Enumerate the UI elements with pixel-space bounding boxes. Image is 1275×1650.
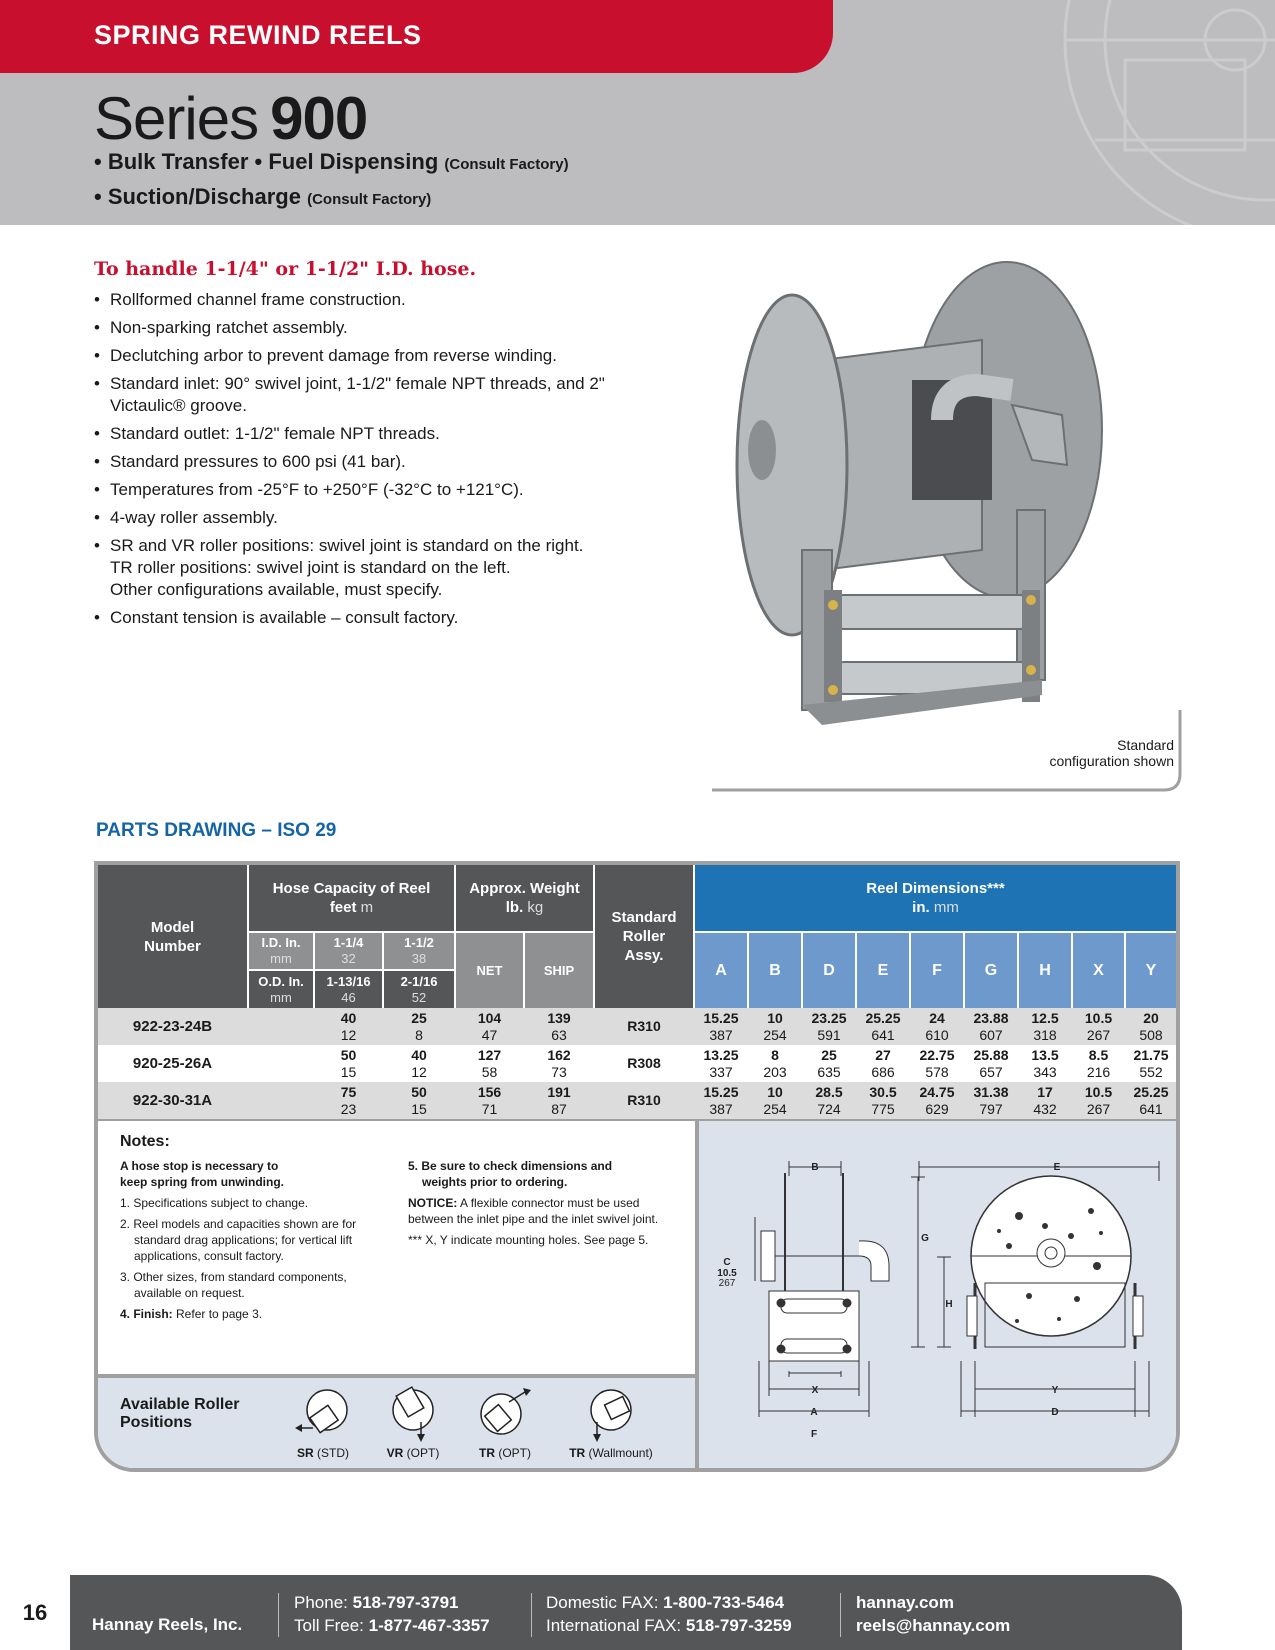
dim-label-a: A [810, 1407, 818, 1418]
roller-sr-icon [293, 1386, 353, 1444]
dim-f [911, 1082, 963, 1119]
dim-value-in: 15.25 [703, 1084, 739, 1100]
feature-text: SR and VR roller positions: swivel joint is standard on the right. [110, 536, 584, 555]
email-link[interactable]: reels@hannay.com [856, 1616, 1011, 1635]
dim-g [965, 1045, 1017, 1082]
id-size-1 [315, 933, 382, 969]
dim-header-x: X [1073, 933, 1124, 1008]
feature-item: • Declutching arbor to prevent damage from reverse winding. [94, 345, 654, 367]
weight-net [456, 1008, 523, 1045]
company-name: Hannay Reels, Inc. [92, 1615, 243, 1634]
technical-drawing [699, 1121, 1176, 1472]
header-roller-label: Standard Roller Assy. [611, 909, 677, 964]
dim-value-in: 8 [771, 1047, 779, 1063]
dim-y [1126, 1082, 1176, 1119]
feature-item: • Standard inlet: 90° swivel joint, 1-1/2" female NPT threads, and 2" Victaulic® groove. [94, 373, 654, 417]
dim-value-mm: 657 [979, 1064, 1003, 1080]
application-line-2: • Suction/Discharge [94, 184, 301, 209]
roller-positions-panel [98, 1374, 699, 1472]
weight-ship [525, 1082, 593, 1119]
dim-e [857, 1045, 909, 1082]
dim-value-in: 24.75 [919, 1084, 955, 1100]
id-size-1-in: 1-1/4 [333, 935, 364, 950]
dim-value-in: 10 [767, 1084, 783, 1100]
dim-value-mm: 267 [1086, 1101, 1111, 1117]
dim-value-in: 10.5 [1084, 1010, 1113, 1026]
weight-ship [525, 1008, 593, 1045]
dim-value-mm: 203 [763, 1064, 787, 1080]
series-title [94, 84, 367, 153]
dim-label-c-in: 10.5 [717, 1268, 737, 1279]
dim-value-mm: 387 [709, 1027, 733, 1043]
dim-x [1073, 1008, 1124, 1045]
dim-value-mm: 641 [1139, 1101, 1163, 1117]
note-4 [120, 1306, 360, 1322]
dim-e [857, 1008, 909, 1045]
footer-divider [840, 1593, 841, 1637]
dim-a [695, 1045, 747, 1082]
dim-value-in: 25.25 [1133, 1084, 1169, 1100]
dim-header-g: G [965, 933, 1017, 1008]
notice [408, 1195, 688, 1227]
dim-value-in: 25 [821, 1047, 837, 1063]
dim-value-mm: 387 [709, 1101, 733, 1117]
weight-net-lb: 127 [477, 1047, 502, 1063]
dim-value-mm: 267 [1086, 1027, 1111, 1043]
dim-b [749, 1082, 801, 1119]
od-size-2-mm: 52 [411, 989, 427, 1005]
dim-h [1019, 1045, 1071, 1082]
weight-ship-kg: 73 [551, 1064, 567, 1080]
capacity-2-m: 12 [411, 1064, 427, 1080]
application-bullets [94, 146, 569, 216]
model-number: 922-30-31A [132, 1092, 213, 1109]
roller-vr-icon [383, 1386, 443, 1444]
category-tab [0, 0, 833, 73]
dim-f [911, 1045, 963, 1082]
footer-web [856, 1591, 1010, 1637]
dim-value-mm: 775 [871, 1101, 895, 1117]
header-dims-units [912, 898, 959, 917]
dim-value-mm: 508 [1139, 1027, 1163, 1043]
dim-header-b: B [749, 933, 801, 1008]
roller-tr-icon [475, 1386, 535, 1444]
model-number: 922-23-24B [132, 1018, 213, 1035]
weight-net-kg: 47 [481, 1027, 498, 1043]
header-approx-weight [456, 865, 593, 931]
hose-reel-image [712, 250, 1182, 793]
capacity-1-ft: 75 [340, 1084, 357, 1100]
photo-caption [1049, 737, 1174, 769]
roller-sr-note: (STD) [317, 1446, 349, 1460]
dim-value-mm: 343 [1033, 1064, 1057, 1080]
feature-item: • Temperatures from -25°F to +250°F (-32°C to +121°C). [94, 479, 654, 501]
phone-label: Phone: [294, 1593, 348, 1612]
note-3: 3. Other sizes, from standard components, available on request. [120, 1270, 347, 1300]
od-size-1 [315, 971, 382, 1008]
dim-value-mm: 318 [1033, 1027, 1057, 1043]
table-row [98, 1045, 1176, 1082]
parts-drawing-heading: PARTS DRAWING – ISO 29 [96, 820, 337, 841]
roller-assembly: R310 [627, 1092, 661, 1108]
note-4-label: 4. Finish: [120, 1307, 173, 1321]
capacity-2-ft: 50 [411, 1084, 427, 1100]
weight-ship-lb: 162 [547, 1047, 571, 1063]
od-label: O.D. In. [258, 973, 304, 989]
feature-text: Other configurations available, must specify. [110, 580, 443, 599]
footer-divider [531, 1593, 532, 1637]
dim-header-f: F [911, 933, 963, 1008]
roller-assembly: R310 [627, 1018, 661, 1034]
dim-d [803, 1008, 855, 1045]
dim-value-in: 27 [875, 1047, 891, 1063]
dim-label-e: E [1053, 1162, 1061, 1173]
page-number: 16 [0, 1575, 70, 1650]
header-weight-label: Approx. Weight [469, 880, 580, 897]
dim-label-f: F [810, 1429, 818, 1440]
feature-item: • Non-sparking ratchet assembly. [94, 317, 654, 339]
roller-position-sr [278, 1386, 368, 1468]
footer-divider [278, 1593, 279, 1637]
note-4-text: Refer to page 3. [176, 1307, 263, 1321]
dim-value-in: 10 [767, 1010, 783, 1026]
capacity-2 [384, 1008, 454, 1045]
capacity-1 [315, 1082, 382, 1119]
capacity-1 [315, 1045, 382, 1082]
dim-b [749, 1008, 801, 1045]
tollfree-label: Toll Free: [294, 1616, 364, 1635]
feature-item: • Standard outlet: 1-1/2" female NPT threads. [94, 423, 654, 445]
dim-y [1126, 1045, 1176, 1082]
dim-value-mm: 686 [871, 1064, 895, 1080]
header-hose-capacity [249, 865, 454, 931]
header-weight-units-lb: lb. [505, 899, 524, 916]
dim-header-h: H [1019, 933, 1071, 1008]
roller-positions-title: Available Roller Positions [120, 1396, 240, 1431]
dim-value-in: 21.75 [1133, 1047, 1169, 1063]
dim-h [1019, 1008, 1071, 1045]
dim-value-mm: 552 [1139, 1064, 1163, 1080]
dim-value-mm: 432 [1033, 1101, 1057, 1117]
capacity-1-m: 12 [340, 1027, 357, 1043]
od-mm: mm [270, 989, 292, 1005]
weight-ship-kg: 87 [551, 1101, 567, 1117]
reel-dimension-drawing [699, 1121, 1176, 1472]
roller-trw-note: (Wallmount) [588, 1446, 653, 1460]
feature-item: • Rollformed channel frame construction. [94, 289, 654, 311]
dim-e [857, 1082, 909, 1119]
dim-value-in: 22.75 [919, 1047, 955, 1063]
dim-value-mm: 629 [925, 1101, 949, 1117]
od-size-2-in: 2-1/16 [400, 973, 438, 989]
dim-label-x: X [811, 1385, 819, 1396]
dim-label-b: B [811, 1162, 819, 1173]
od-size-2 [384, 971, 454, 1008]
photo-caption-line-2: configuration shown [1049, 753, 1174, 769]
dim-value-in: 17 [1037, 1084, 1053, 1100]
dim-value-in: 13.5 [1031, 1047, 1059, 1063]
notice-text: A flexible connector must be used between the inlet pipe and the inlet swivel joint. [408, 1196, 659, 1226]
dim-b [749, 1045, 801, 1082]
dim-header-e: E [857, 933, 909, 1008]
dim-value-mm: 216 [1086, 1064, 1111, 1080]
footer-phones [294, 1591, 490, 1637]
dim-value-in: 23.25 [811, 1010, 847, 1026]
note-hose-stop: A hose stop is necessary to keep spring from unwinding. [120, 1159, 285, 1189]
note-1: 1. Specifications subject to change. [120, 1196, 309, 1210]
notice-label: NOTICE: [408, 1196, 458, 1210]
id-label: I.D. In. [261, 935, 301, 950]
capacity-1-ft: 50 [340, 1047, 357, 1063]
capacity-2-m: 15 [411, 1101, 427, 1117]
dim-value-in: 24 [929, 1010, 945, 1026]
dim-value-mm: 635 [817, 1064, 841, 1080]
id-size-1-mm: 32 [341, 951, 356, 966]
dim-g [965, 1008, 1017, 1045]
dim-a [695, 1008, 747, 1045]
dim-value-in: 25.25 [865, 1010, 901, 1026]
dim-value-in: 23.88 [973, 1010, 1009, 1026]
dim-d [803, 1082, 855, 1119]
application-line-1: • Bulk Transfer • Fuel Dispensing [94, 149, 439, 174]
features-list [94, 289, 654, 635]
dim-header-y: Y [1126, 933, 1176, 1008]
weight-ship [525, 1045, 593, 1082]
dim-header-d: D [803, 933, 855, 1008]
weight-net-kg: 71 [481, 1101, 498, 1117]
capacity-2-ft: 25 [411, 1010, 427, 1026]
roller-assembly: R308 [627, 1055, 661, 1071]
note-2: 2. Reel models and capacities shown are for standard drag applications; for vertical lift applications, consult factory. [120, 1217, 357, 1263]
dim-y [1126, 1008, 1176, 1045]
roller-vr-note: (OPT) [406, 1446, 440, 1460]
roller-trw-code: TR [569, 1446, 586, 1460]
page-header [0, 0, 1275, 225]
header-standard-roller [595, 865, 693, 1008]
phone-number[interactable]: 518-797-3791 [352, 1593, 459, 1612]
dim-value-in: 8.5 [1088, 1047, 1109, 1063]
product-photo-frame [712, 250, 1182, 793]
note-5: 5. Be sure to check dimensions and weights prior to ordering. [408, 1159, 613, 1189]
weight-ship-lb: 191 [547, 1084, 571, 1100]
roller-sr-label [278, 1446, 368, 1460]
id-size-2-in: 1-1/2 [404, 935, 434, 950]
dim-value-mm: 578 [925, 1064, 949, 1080]
dim-value-in: 15.25 [703, 1010, 739, 1026]
international-fax-label: International FAX: [546, 1616, 682, 1635]
header-model-label: Model Number [144, 918, 201, 955]
capacity-2-m: 8 [415, 1027, 423, 1043]
page-footer [0, 1575, 1182, 1650]
dim-label-g: G [921, 1233, 929, 1244]
roller-sr-code: SR [296, 1446, 314, 1460]
dim-d [803, 1045, 855, 1082]
header-hose-units-ft: feet [329, 899, 357, 916]
header-weight-units [506, 898, 544, 917]
roller-tr-label [460, 1446, 550, 1460]
dim-label-h: H [945, 1299, 953, 1310]
dim-header-a: A [695, 933, 747, 1008]
header-ship: SHIP [525, 933, 593, 1008]
table-row [98, 1008, 1176, 1045]
dim-value-in: 20 [1143, 1010, 1159, 1026]
dim-value-in: 31.38 [973, 1084, 1009, 1100]
capacity-2-ft: 40 [411, 1047, 427, 1063]
dim-h [1019, 1082, 1071, 1119]
notes-column-2 [408, 1158, 688, 1253]
series-number: 900 [270, 85, 368, 152]
roller-position-vr [368, 1386, 458, 1468]
dim-value-mm: 610 [925, 1027, 949, 1043]
capacity-2 [384, 1082, 454, 1119]
od-label-cell [249, 971, 313, 1008]
roller-position-tr-wallmount [556, 1386, 666, 1468]
specifications-table [94, 861, 1180, 1472]
weight-ship-lb: 139 [547, 1010, 571, 1026]
category-label: SPRING REWIND REELS [94, 20, 422, 50]
international-fax-number: 518-797-3259 [685, 1616, 792, 1635]
header-dims-label: Reel Dimensions*** [866, 880, 1005, 897]
weight-net [456, 1082, 523, 1119]
dim-value-in: 30.5 [869, 1084, 897, 1100]
weight-ship-kg: 63 [551, 1027, 567, 1043]
header-weight-units-kg: kg [527, 899, 544, 916]
roller-tr-code: TR [478, 1446, 495, 1460]
series-word: Series [94, 85, 259, 152]
header-dims-units-mm: mm [933, 899, 959, 916]
photo-caption-line-1: Standard [1117, 737, 1174, 753]
header-hose-units-m: m [360, 899, 374, 916]
reel-watermark-icon [795, 0, 1275, 225]
notes-panel [98, 1121, 699, 1374]
dim-label-d: D [1051, 1407, 1059, 1418]
roller-tr-wallmount-icon [581, 1386, 641, 1444]
dim-value-in: 13.25 [703, 1047, 739, 1063]
domestic-fax-label: Domestic FAX: [546, 1593, 659, 1612]
dim-label-c: C [723, 1257, 731, 1268]
dim-value-mm: 724 [817, 1101, 841, 1117]
notes-title: Notes: [120, 1133, 170, 1150]
dim-value-in: 25.88 [973, 1047, 1009, 1063]
od-size-1-mm: 46 [341, 989, 356, 1005]
id-size-2-mm: 38 [411, 951, 427, 966]
dim-value-in: 28.5 [815, 1084, 843, 1100]
capacity-1-ft: 40 [340, 1010, 357, 1026]
capacity-2 [384, 1045, 454, 1082]
dim-value-mm: 337 [709, 1064, 733, 1080]
roller-trw-label [556, 1446, 666, 1460]
weight-net-lb: 104 [477, 1010, 502, 1026]
id-mm: mm [270, 951, 292, 966]
note-xy: *** X, Y indicate mounting holes. See page 5. [408, 1233, 649, 1247]
model-number: 920-25-26A [132, 1055, 213, 1072]
application-note-1: (Consult Factory) [444, 156, 569, 173]
header-reel-dimensions [695, 865, 1176, 931]
roller-vr-code: VR [386, 1446, 404, 1460]
tollfree-number[interactable]: 1-877-467-3357 [368, 1616, 490, 1635]
dim-x [1073, 1082, 1124, 1119]
feature-text: TR roller positions: swivel joint is standard on the left. [110, 558, 511, 577]
dim-value-mm: 797 [979, 1101, 1003, 1117]
dim-value-mm: 641 [871, 1027, 895, 1043]
header-dims-units-in: in. [912, 899, 930, 916]
weight-net-kg: 58 [481, 1064, 498, 1080]
od-size-1-in: 1-13/16 [326, 973, 371, 989]
feature-item [94, 535, 654, 601]
roller-tr-note: (OPT) [498, 1446, 531, 1460]
dim-a [695, 1082, 747, 1119]
capacity-1-m: 23 [340, 1101, 357, 1117]
header-hose-units [330, 898, 373, 917]
weight-net-lb: 156 [477, 1084, 502, 1100]
website-link[interactable]: hannay.com [856, 1593, 954, 1612]
dim-label-y: Y [1051, 1385, 1059, 1396]
header-model-number [98, 865, 247, 1008]
dim-value-in: 12.5 [1031, 1010, 1059, 1026]
dim-value-mm: 607 [979, 1027, 1003, 1043]
weight-net [456, 1045, 523, 1082]
application-note-2: (Consult Factory) [307, 191, 432, 208]
capacity-1 [315, 1008, 382, 1045]
table-row [98, 1082, 1176, 1119]
feature-item: • Constant tension is available – consult factory. [94, 607, 654, 629]
domestic-fax-number: 1-800-733-5464 [663, 1593, 785, 1612]
id-label-cell [249, 933, 313, 969]
dim-g [965, 1082, 1017, 1119]
feature-item: • 4-way roller assembly. [94, 507, 654, 529]
dim-value-mm: 591 [817, 1027, 841, 1043]
dim-value-mm: 254 [763, 1027, 787, 1043]
capacity-1-m: 15 [340, 1064, 357, 1080]
footer-fax [546, 1591, 792, 1637]
roller-position-tr [460, 1386, 550, 1468]
roller-vr-label [368, 1446, 458, 1460]
header-net: NET [456, 933, 523, 1008]
id-size-2 [384, 933, 454, 969]
features-heading: To handle 1-1/4" or 1-1/2" I.D. hose. [94, 258, 477, 280]
dim-label-c-mm: 267 [718, 1278, 736, 1289]
dim-value-mm: 254 [763, 1101, 787, 1117]
dim-x [1073, 1045, 1124, 1082]
header-hose-label: Hose Capacity of Reel [272, 880, 431, 897]
feature-item: • Standard pressures to 600 psi (41 bar). [94, 451, 654, 473]
notes-column-1 [120, 1158, 360, 1327]
dim-value-in: 10.5 [1084, 1084, 1113, 1100]
dim-f [911, 1008, 963, 1045]
